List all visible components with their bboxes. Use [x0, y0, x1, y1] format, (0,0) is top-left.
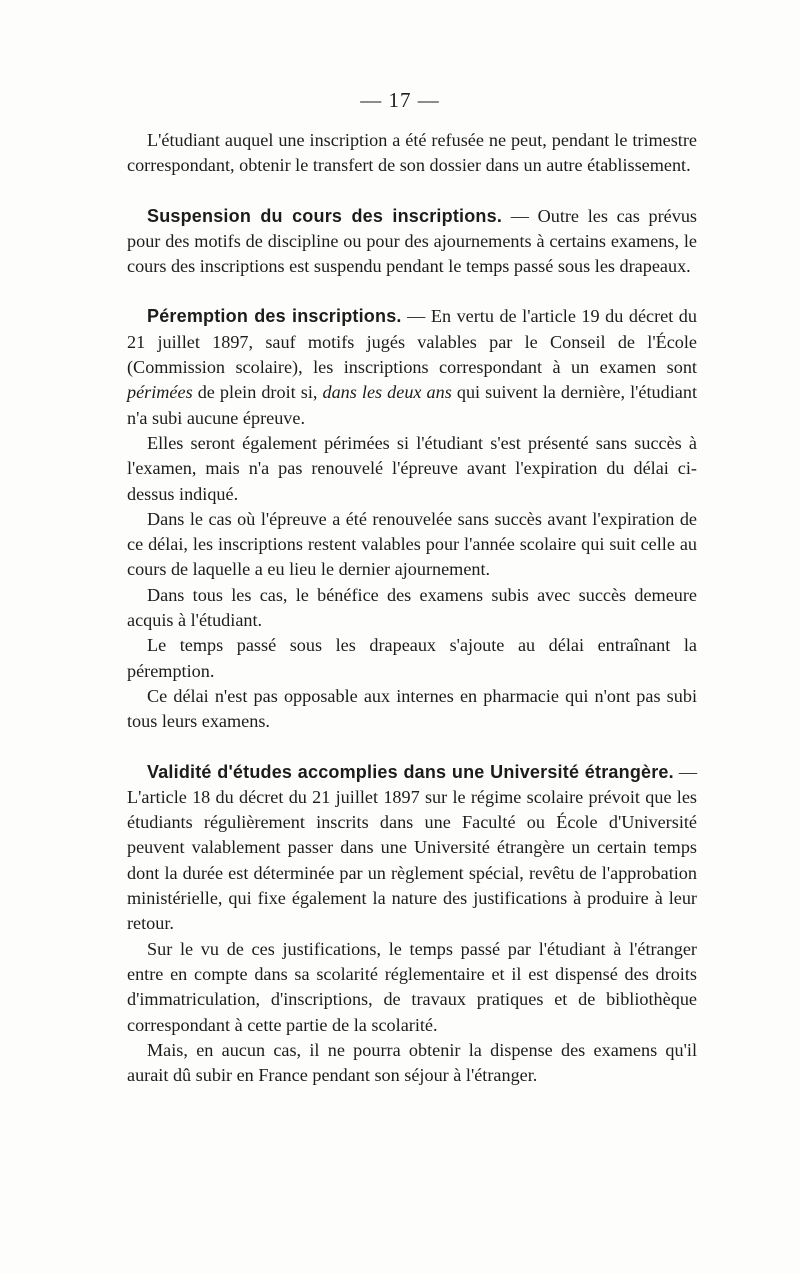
- section-validite: [127, 760, 697, 937]
- paragraph-transfer-refusal: L'étudiant auquel une inscription a été refusée ne peut, pendant le trimestre correspondant, obtenir le transfert de son dossier dans un autre établissement.: [127, 130, 697, 176]
- paragraph-validite-2: Sur le vu de ces justifications, le temps passé par l'étudiant à l'étranger entre en compte dans sa scolarité réglementaire et il est dispensé des droits d'immatriculation, d'inscriptions, de travaux pratiques et de bibliothèque correspondant à cette partie de la scolarité.: [127, 938, 697, 1035]
- section-heading-suspension: Suspension du cours des inscriptions.: [147, 205, 503, 226]
- body-text: [127, 128, 697, 1088]
- section-text-validite: — L'article 18 du décret du 21 juillet 1897 sur le régime scolaire prévoit que les étudiants régulièrement inscrits dans une Faculté ou École d'Université peuvent valablement passer dans une Université étrangère un certain temps dont la durée est déterminée par un règlement spécial, revêtu de l'approbation ministérielle, qui fixe également la nature des justifications à produire à leur retour.: [127, 761, 698, 934]
- peremption-emphasis-perimees: périmées: [127, 382, 193, 403]
- paragraph-peremption-6: Ce délai n'est pas opposable aux internes en pharmacie qui n'ont pas subi tous leurs examens.: [127, 685, 697, 732]
- paragraph-peremption-4: Dans tous les cas, le bénéfice des examens subis avec succès demeure acquis à l'étudiant.: [127, 584, 697, 631]
- section-peremption: [127, 304, 697, 430]
- section-heading-peremption: Péremption des inscriptions.: [147, 306, 402, 327]
- paragraph-validite-3: Mais, en aucun cas, il ne pourra obtenir la dispense des examens qu'il aurait dû subir en France pendant son séjour à l'étranger.: [127, 1039, 697, 1086]
- section-heading-validite: Validité d'études accomplies dans une Université étrangère.: [147, 761, 674, 782]
- peremption-text-1: — En vertu de l'article 19 du décret du 21 juillet 1897, sauf motifs jugés valables par le Conseil de l'École (Commission scolaire), les inscriptions correspondant à un examen sont: [127, 306, 697, 378]
- paragraph-peremption-5: Le temps passé sous les drapeaux s'ajoute au délai entraînant la péremption.: [127, 635, 697, 681]
- peremption-text-2: de plein droit si,: [192, 382, 323, 403]
- section-suspension: [127, 204, 697, 280]
- peremption-text-3: qui suivent la dernière, l'étudiant n'a subi aucune épreuve.: [127, 382, 698, 428]
- section-text-suspension: — Outre les cas prévus pour des motifs de discipline ou pour des ajournements à certains examens, le cours des inscriptions est suspendu pendant le temps passé sous les drapeaux.: [127, 205, 697, 277]
- page-number: — 17 —: [360, 88, 440, 112]
- peremption-emphasis-deux-ans: dans les deux ans: [322, 382, 452, 403]
- paragraph-peremption-3: Dans le cas où l'épreuve a été renouvelée sans succès avant l'expiration de ce délai, les inscriptions restent valables pour l'année scolaire qui suit celle au cours de laquelle a eu lieu le dernier ajournement.: [127, 508, 697, 580]
- paragraph-peremption-2: Elles seront également périmées si l'étudiant s'est présenté sans succès à l'examen, mais n'a pas renouvelé l'épreuve avant l'expiration du délai ci-dessus indiqué.: [127, 432, 697, 504]
